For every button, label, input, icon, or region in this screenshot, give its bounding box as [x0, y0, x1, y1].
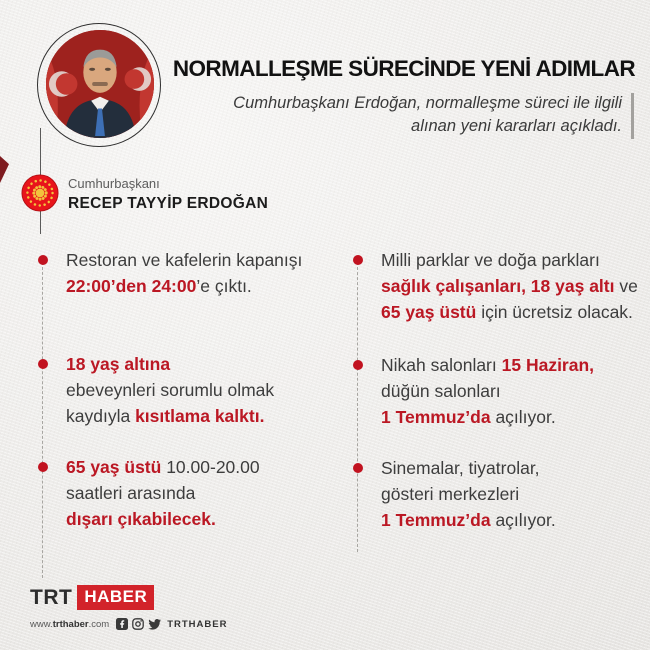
bullet-dot-icon	[353, 360, 363, 370]
bullet-item	[345, 455, 640, 533]
bullet-dot-icon	[353, 463, 363, 473]
facebook-icon	[116, 618, 128, 630]
bullet-text: 65 yaş üstü 10.00-20.00 saatleri arasında dışarı çıkabilecek.	[66, 457, 260, 529]
page-title: NORMALLEŞME SÜRECİNDE YENİ ADIMLAR	[172, 56, 635, 81]
footer-url-row	[30, 618, 227, 630]
subtitle	[192, 92, 622, 138]
erdogan-photo	[46, 30, 154, 138]
bullet-text: Nikah salonları 15 Haziran, düğün salonları 1 Temmuz’da açılıyor.	[381, 355, 595, 427]
trt-haber-logo	[30, 585, 154, 610]
bullet-dot-icon	[38, 255, 48, 265]
logo-trt-text: TRT	[30, 585, 73, 609]
bullet-item	[345, 247, 640, 325]
bullet-item	[30, 351, 325, 429]
speaker-name: RECEP TAYYİP ERDOĞAN	[68, 195, 269, 212]
bullet-text: 18 yaş altına ebeveynleri sorumlu olmak kaydıyla kısıtlama kalktı.	[66, 354, 275, 426]
website-url: www.trthaber.com	[30, 618, 110, 630]
bullet-dot-icon	[353, 255, 363, 265]
corner-ribbon-accent	[0, 156, 9, 183]
bullet-item	[30, 247, 325, 299]
subtitle-line-1: Cumhurbaşkanı Erdoğan, normalleşme süreci ile ilgili	[233, 94, 622, 112]
presidential-seal-icon	[21, 174, 59, 212]
bullet-text: Sinemalar, tiyatrolar, gösteri merkezleri 1 Temmuz’da açılıyor.	[381, 458, 556, 530]
social-handle: TRTHABER	[167, 618, 228, 630]
bullet-text: Milli parklar ve doğa parkları sağlık çalışanları, 18 yaş altı ve 65 yaş üstü için ücretsiz olacak.	[381, 250, 638, 322]
portrait-illustration	[46, 30, 154, 138]
twitter-icon	[148, 619, 161, 630]
subtitle-accent-bar	[631, 93, 634, 139]
subtitle-line-2: alınan yeni kararları açıkladı.	[411, 117, 622, 135]
bullet-item	[30, 454, 325, 532]
bullet-dot-icon	[38, 359, 48, 369]
instagram-icon	[132, 618, 144, 630]
bullet-item	[345, 352, 640, 430]
bullet-text: Restoran ve kafelerin kapanışı 22:00’den 24:00’e çıktı.	[66, 250, 303, 296]
logo-haber-badge: HABER	[77, 585, 154, 610]
speaker-role: Cumhurbaşkanı	[68, 176, 160, 191]
social-icons	[116, 618, 161, 630]
bullet-dot-icon	[38, 462, 48, 472]
